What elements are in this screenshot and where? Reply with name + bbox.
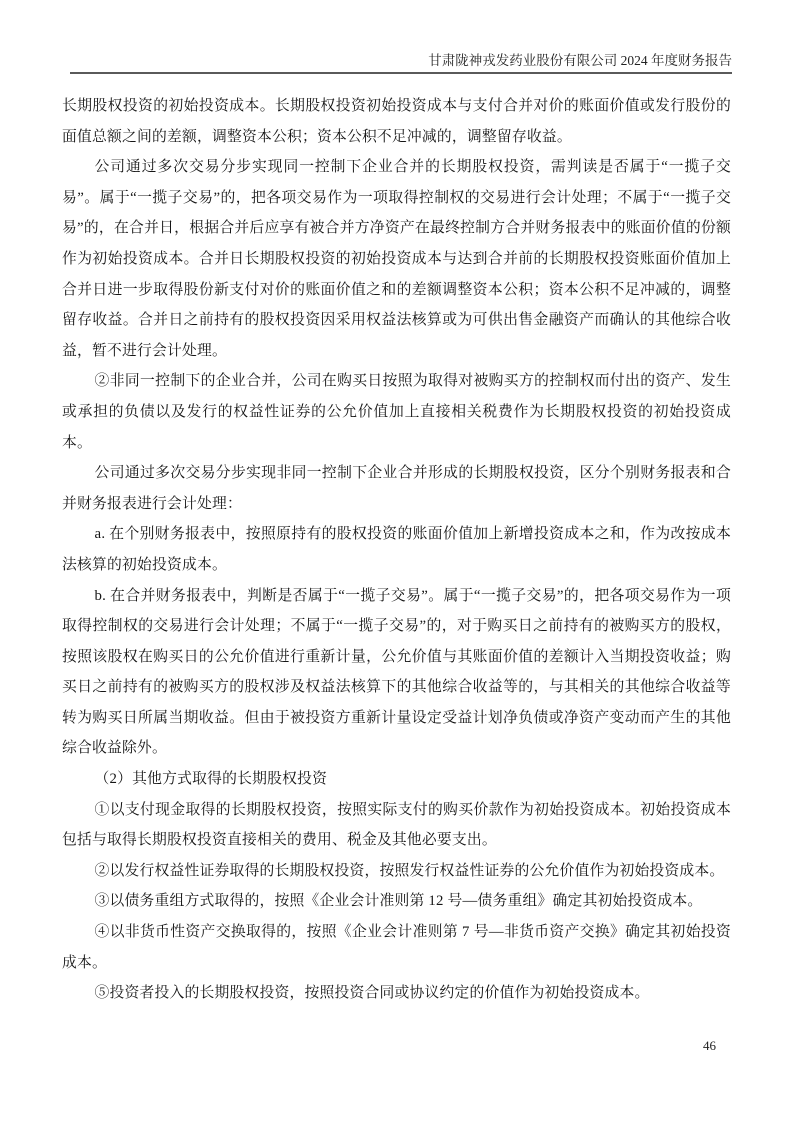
paragraph: ①以支付现金取得的长期股权投资，按照实际支付的购买价款作为初始投资成本。初始投资成本包括与取得长期股权投资直接相关的费用、税金及其他必要支出。: [62, 801, 731, 849]
paragraph: （2）其他方式取得的长期股权投资: [94, 771, 328, 788]
paragraph: 长期股权投资的初始投资成本。长期股权投资初始投资成本与支付合并对价的账面价值或发行股份的面值总额之间的差额，调整资本公积；资本公积不足冲减的，调整留存收益。: [62, 98, 731, 145]
page-number: 46: [703, 1038, 716, 1053]
paragraph: ②以发行权益性证券取得的长期股权投资，按照发行权益性证券的公允价值作为初始投资成本。: [94, 862, 725, 879]
page-header: [70, 52, 732, 74]
paragraph: ②非同一控制下的企业合并，公司在购买日按照为取得对被购买方的控制权而付出的资产、发生或承担的负债以及发行的权益性证券的公允价值加上直接相关税费作为长期股权投资的初始投资成本。: [62, 373, 731, 451]
paragraph: ③以债务重组方式取得的，按照《企业会计准则第 12 号—债务重组》确定其初始投资成本。: [94, 893, 703, 910]
paragraph: ⑤投资者投入的长期股权投资，按照投资合同或协议约定的价值作为初始投资成本。: [94, 985, 650, 1002]
paragraph: b. 在合并财务报表中，判断是否属于“一揽子交易”。属于“一揽子交易”的，把各项交易作为一项取得控制权的交易进行会计处理；不属于“一揽子交易”的，对于购买日之前持有的被购买方的股权，按照该股权在购买日的公允价值进行重新计量，公允价值与其账面价值的差额计入当期投资收益；购买日之前持有的被购买方的股权涉及权益法核算下的其他综合收益等的，与其相关的其他综合收益等转为购买日所属当期收益。但由于被投资方重新计量设定受益计划净负债或净资产变动而产生的其他综合收益除外。: [62, 587, 731, 757]
paragraph: 公司通过多次交易分步实现非同一控制下企业合并形成的长期股权投资，区分个别财务报表和合并财务报表进行会计处理：: [62, 465, 731, 512]
paragraph: ④以非货币性资产交换取得的，按照《企业会计准则第 7 号—非货币资产交换》确定其初始投资成本。: [62, 924, 731, 971]
document-body: [62, 91, 731, 1009]
paragraph: 公司通过多次交易分步实现同一控制下企业合并的长期股权投资，需判读是否属于“一揽子交易”。属于“一揽子交易”的，把各项交易作为一项取得控制权的交易进行会计处理；不属于“一揽子交易”的，在合并日，根据合并后应享有被合并方净资产在最终控制方合并财务报表中的账面价值的份额作为初始投资成本。合并日长期股权投资的初始投资成本与达到合并前的长期股权投资账面价值加上合并日进一步取得股份新支付对价的账面价值之和的差额调整资本公积；资本公积不足冲减的，调整留存收益。合并日之前持有的股权投资因采用权益法核算或为可供出售金融资产而确认的其他综合收益，暂不进行会计处理。: [62, 159, 731, 359]
paragraph: a. 在个别财务报表中，按照原持有的股权投资的账面价值加上新增投资成本之和，作为改按成本法核算的初始投资成本。: [62, 526, 731, 573]
header-title: 甘肃陇神戎发药业股份有限公司 2024 年度财务报告: [428, 53, 732, 68]
